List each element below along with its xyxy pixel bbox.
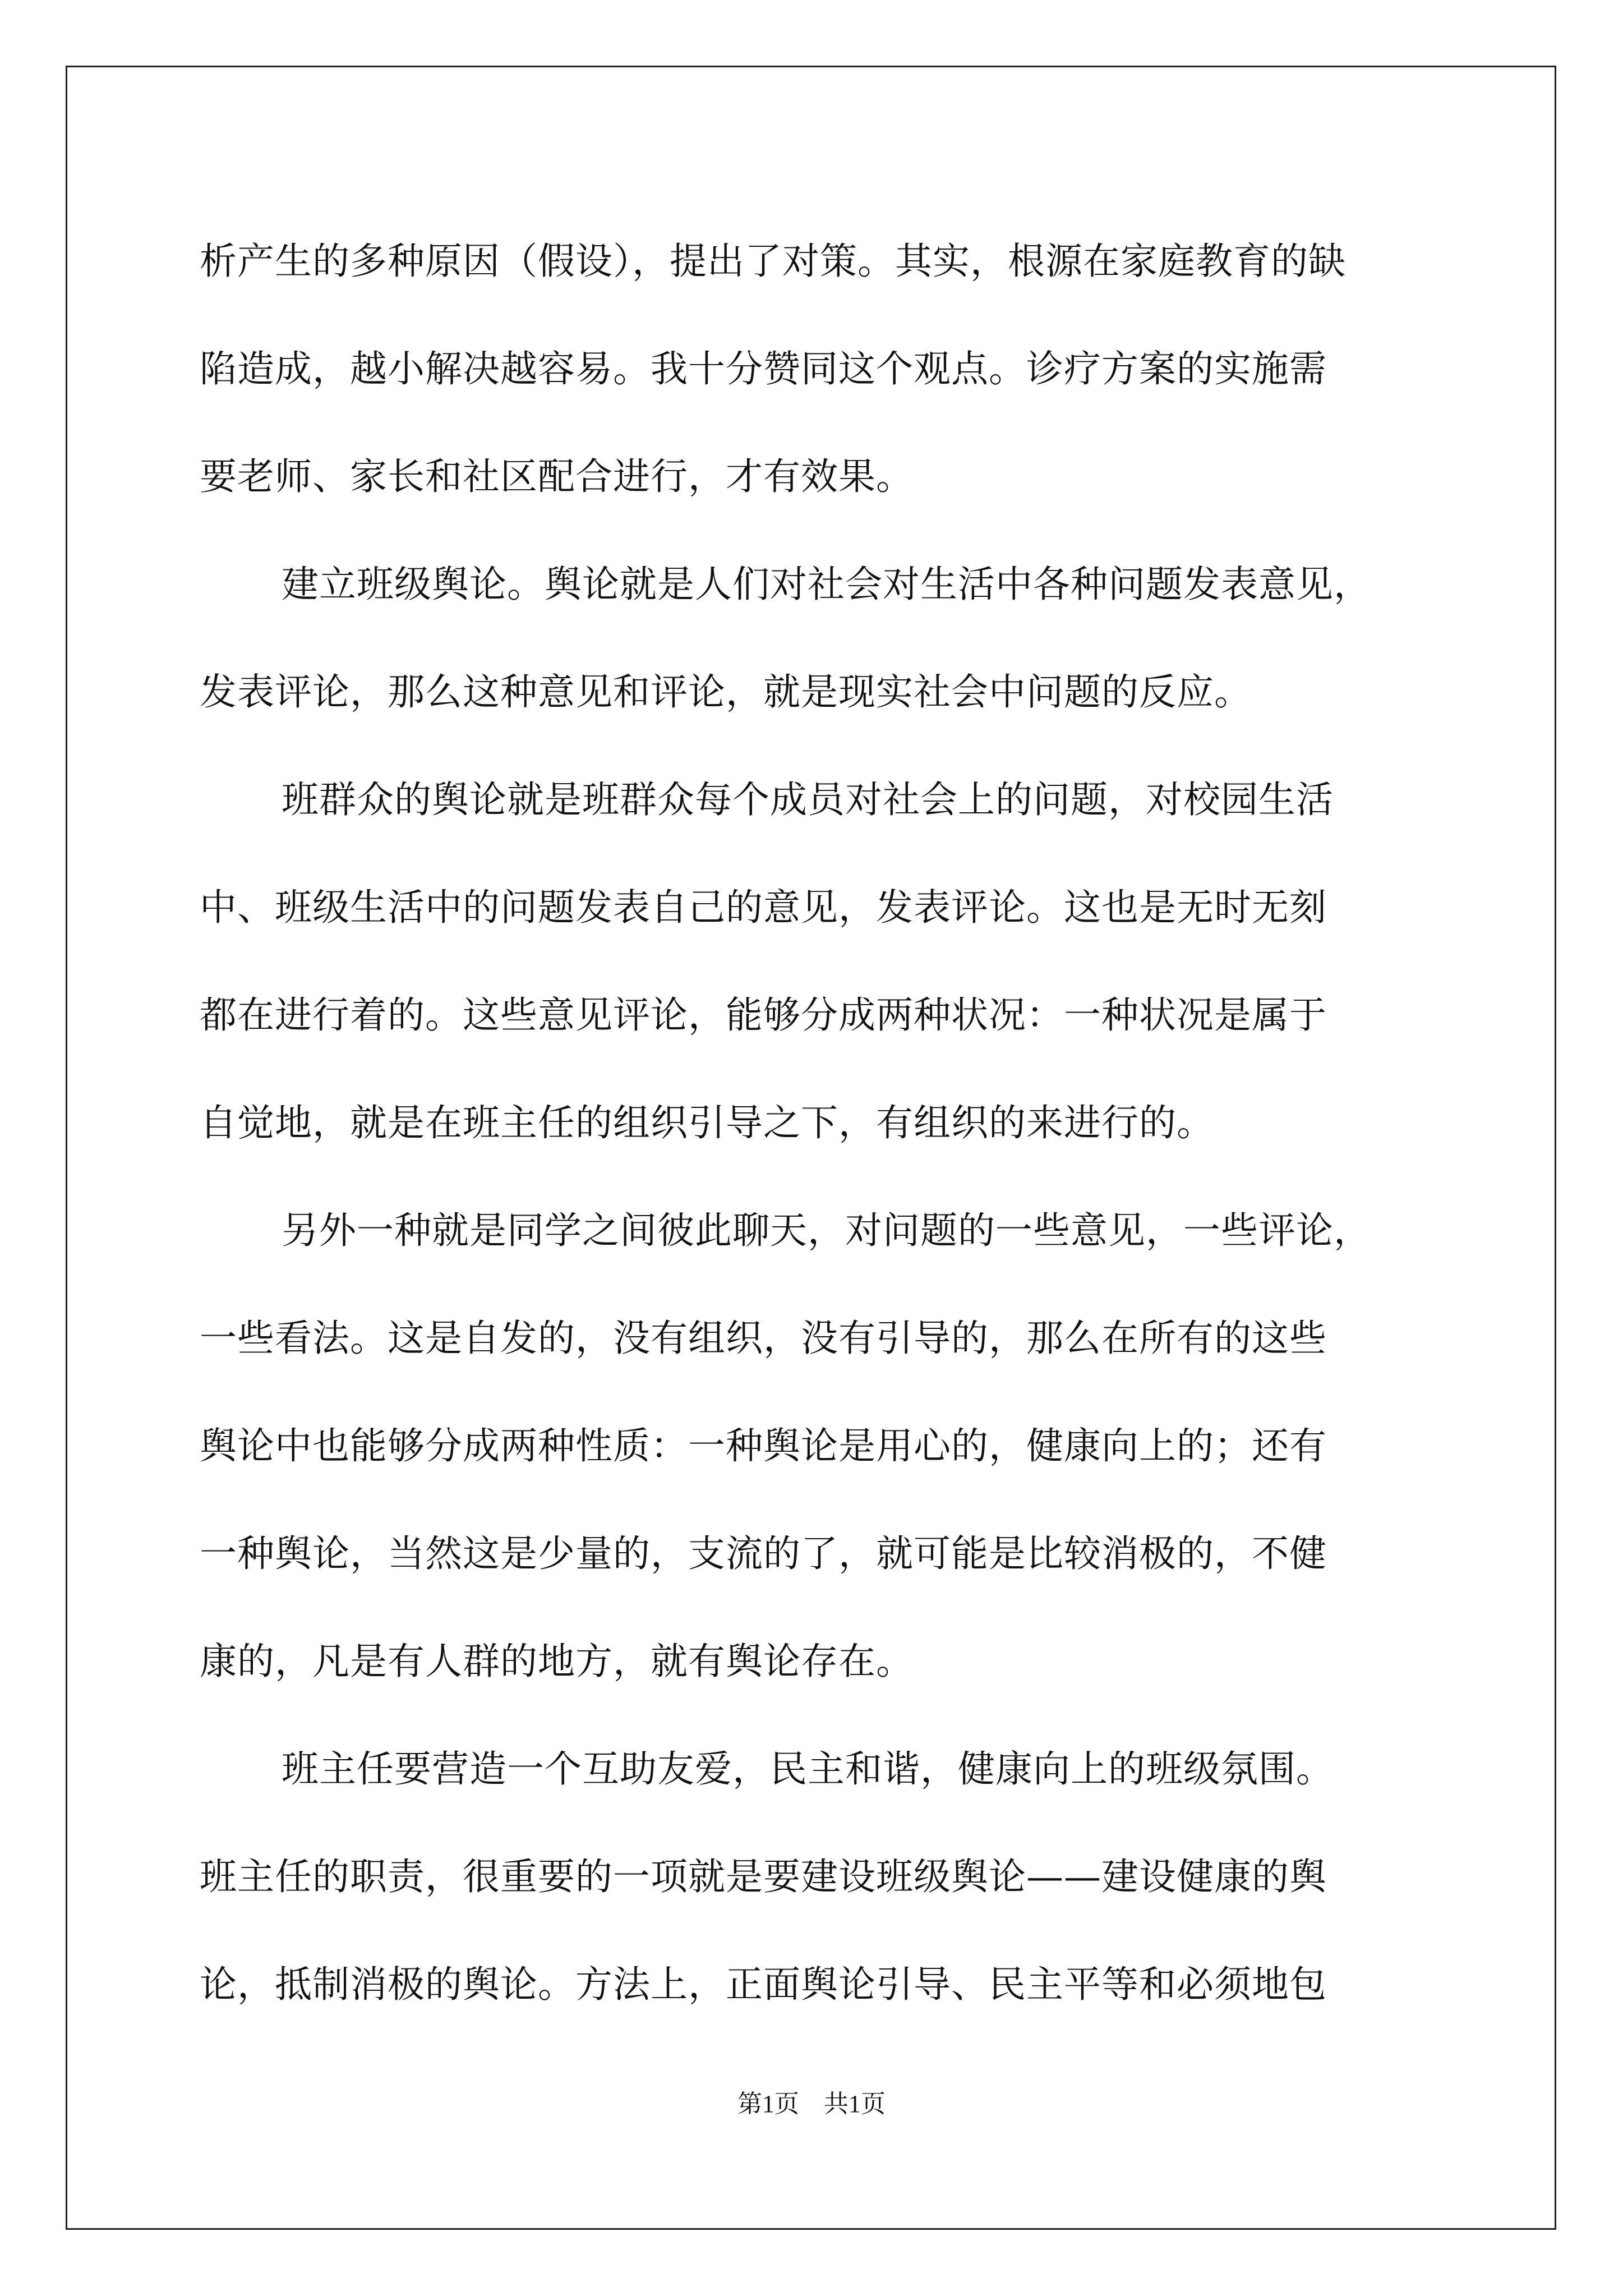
text-line: 一些看法。这是自发的，没有组织，没有引导的，那么在所有的这些 <box>200 1317 1327 1360</box>
text-line: 一种舆论，当然这是少量的，支流的了，就可能是比较消极的，不健 <box>200 1532 1327 1575</box>
text-line: 陷造成，越小解决越容易。我十分赞同这个观点。诊疗方案的实施需 <box>200 347 1327 390</box>
text-line: 论，抵制消极的舆论。方法上，正面舆论引导、民主平等和必须地包 <box>200 1963 1327 2006</box>
page-number-footer: 第1页 共1页 <box>737 2090 886 2118</box>
text-line: 析产生的多种原因（假设），提出了对策。其实，根源在家庭教育的缺 <box>200 240 1346 283</box>
text-line: 都在进行着的。这些意见评论，能够分成两种状况：一种状况是属于 <box>200 993 1327 1037</box>
paragraph-start-line: 建立班级舆论。舆论就是人们对社会对生活中各种问题发表意见， <box>282 563 1371 606</box>
document-body <box>200 208 1422 2039</box>
text-line: 发表评论，那么这种意见和评论，就是现实社会中问题的反应。 <box>200 670 1252 714</box>
text-line: 舆论中也能够分成两种性质：一种舆论是用心的，健康向上的；还有 <box>200 1424 1327 1467</box>
text-line: 中、班级生活中的问题发表自己的意见，发表评论。这也是无时无刻 <box>200 886 1327 929</box>
paragraph-start-line: 另外一种就是同学之间彼此聊天，对问题的一些意见，一些评论， <box>282 1209 1371 1252</box>
text-line: 康的，凡是有人群的地方，就有舆论存在。 <box>200 1640 914 1683</box>
paragraph-start-line: 班群众的舆论就是班群众每个成员对社会上的问题，对校园生活 <box>282 778 1334 821</box>
paragraph-start-line: 班主任要营造一个互助友爱，民主和谐，健康向上的班级氛围。 <box>282 1747 1334 1791</box>
text-line: 班主任的职责，很重要的一项就是要建设班级舆论——建设健康的舆 <box>200 1855 1327 1898</box>
text-line: 要老师、家长和社区配合进行，才有效果。 <box>200 455 914 498</box>
text-line: 自觉地，就是在班主任的组织引导之下，有组织的来进行的。 <box>200 1101 1214 1144</box>
